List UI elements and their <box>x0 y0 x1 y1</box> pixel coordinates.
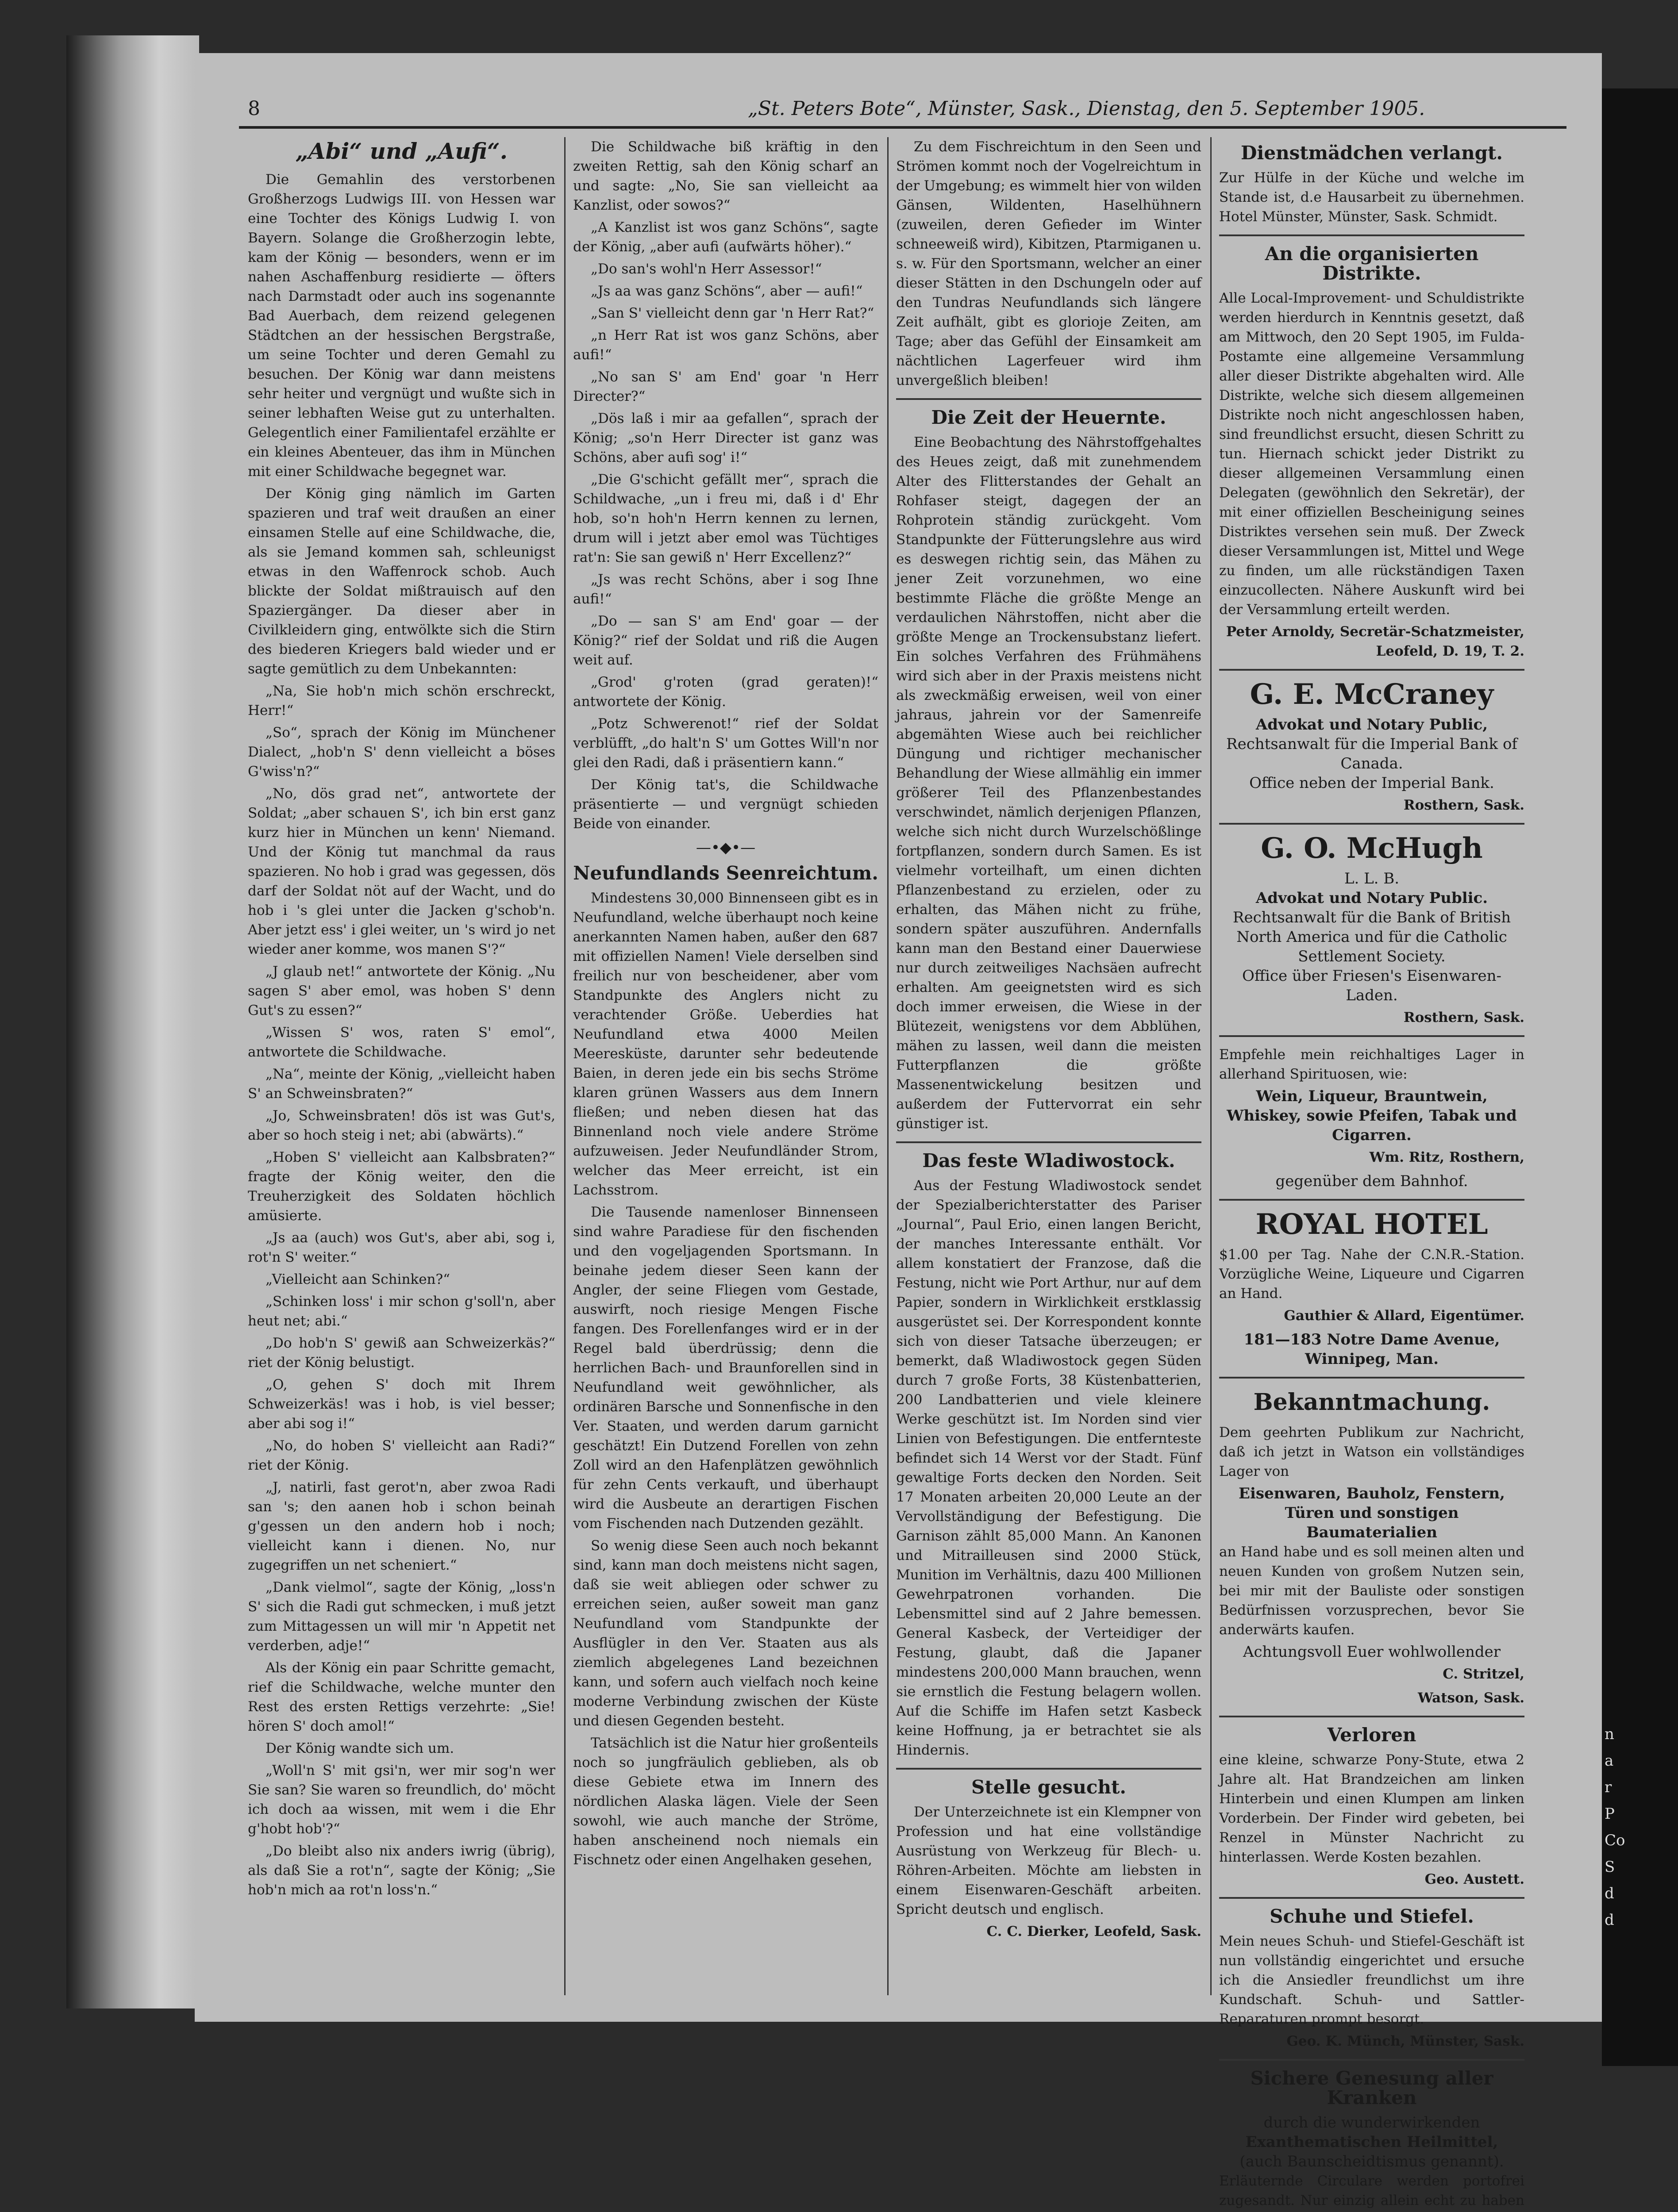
paragraph: „San S' vielleicht denn gar 'n Herr Rat?“ <box>591 305 874 321</box>
article-body <box>573 888 878 1870</box>
column-divider <box>564 137 566 1995</box>
header-rule <box>239 126 1566 129</box>
ad-rule <box>1219 1716 1524 1717</box>
paragraph: „Dös laß i mir aa gefallen“, sprach der König; „so'n Herr Directer ist ganz was Schöns, aber aufi sog' i!“ <box>573 411 878 465</box>
article-body <box>896 1802 1201 1919</box>
article-heading: Stelle gesucht. <box>971 1776 1127 1798</box>
ad-closing: Achtungsvoll Euer wohlwollender <box>1243 1643 1501 1661</box>
ad-text: Empfehle mein reichhaltiges Lager in allerhand Spirituosen, wie: <box>1219 1047 1524 1082</box>
ad-heading: An die organisierten Distrikte. <box>1265 243 1479 284</box>
ad-signature: Geo. Austett. <box>1424 1871 1524 1887</box>
ad-text: Rechtsanwalt für die Imperial Bank of Canada. <box>1226 735 1518 772</box>
ad-name: ROYAL HOTEL <box>1255 1208 1488 1241</box>
paragraph: „Do — san S' am End' goar — der König?“ rief der Soldat und riß die Augen weit auf. <box>573 613 878 668</box>
paragraph: Der König tat's, die Schildwache präsentierte — und vergnügt schieden Beide von einander. <box>573 777 878 832</box>
ad-rule <box>1219 823 1524 825</box>
ad-name: Exanthematischen Heilmittel, <box>1245 2133 1498 2151</box>
paragraph: „Do bleibt also nix anders iwrig (übrig), als daß Sie a rot'n“, sagte der König; „Sie hob'n mich aa rot'n loss'n.“ <box>248 1843 555 1898</box>
paragraph: „Do san's wohl'n Herr Assessor!“ <box>591 261 822 277</box>
ad-text: Rechtsanwalt für die Bank of British North America und für die Catholic Settlement Society. <box>1232 909 1511 965</box>
ad-rule <box>1219 1897 1524 1899</box>
paragraph: Tatsächlich ist die Natur hier großenteils noch so jungfräulich geblieben, als ob diese Gebiete etwa im Innern des nördlichen Alaska lägen. Viele der Seen sowohl, wie auch manche der Ströme, haben anscheinend noch niemals ein Fischnetz oder einen Angelhaken gesehen, <box>573 1735 878 1868</box>
masthead-line: „St. Peters Bote“, Münster, Sask., Dienstag, den 5. September 1905. <box>748 97 1425 120</box>
section-rule <box>896 1141 1201 1143</box>
ad-office: Office über Friesen's Eisenwaren-Laden. <box>1242 967 1501 1004</box>
column-1 <box>248 137 555 2017</box>
column-2 <box>573 137 878 2017</box>
ad-heading: Sichere Genesung aller Kranken <box>1250 2067 1493 2108</box>
paragraph: Die Gemahlin des verstorbenen Großherzogs Ludwigs III. von Hessen war eine Tochter des Königs Ludwig I. von Bayern. Solange die Großherzogin lebte, kam der König — besonders, wenn er im nahen Aschaffenburg residierte — öfters nach Darmstadt oder auch ins sogenannte Bad Auerbach, dem reizend gelegenen Städtchen an der hessischen Bergstraße, um seine Tochter und deren Gemahl zu besuchen. Der König war dann meistens sehr heiter und vergnügt und wußte sich in seiner lebhaften Weise gut zu unterhalten. Gelegentlich einer Familientafel erzählte er ein kleines Abenteuer, das ihm in München mit einer Schildwache begegnet war. <box>248 172 555 480</box>
ad-text: an Hand habe und es soll meinen alten und neuen Kunden von großem Nutzen sein, bei mir mit der Bauliste oder sonstigen Bedürfnissen vorzusprechen, bevor Sie anderwärts kaufen. <box>1219 1544 1524 1638</box>
paragraph: „Hoben S' vielleicht aan Kalbsbraten?“ fragte der König weiter, den die Treuherzigkeit des Soldaten höchlich amüsierte. <box>248 1149 555 1224</box>
article-body <box>896 1176 1201 1760</box>
ad-name: G. E. McCraney <box>1250 678 1494 711</box>
paragraph: „Na, Sie hob'n mich schön erschreckt, Herr!“ <box>248 683 555 718</box>
ad-rule <box>1219 1377 1524 1379</box>
ad-heading: Verloren <box>1327 1724 1416 1746</box>
edge-fragment: P <box>1605 1805 1615 1823</box>
ad-place: Rosthern, Sask. <box>1403 797 1524 813</box>
ad-note: (auch Baunscheidtismus genannt). <box>1239 2153 1504 2170</box>
paragraph: „No, dös grad net“, antwortete der Soldat; „aber schauen S', ich bin erst ganz kurz hier in München un kenn' Niemand. Und der König tut manchmal da raus spazieren. No hob i grad was gegessen, dös darf der Soldat nöt auf der Wacht, und do hob i 's glei unter die Jacken g'schob'n. Aber jetzt ess' i glei weiter, un 's wird jo net wieder aner komme, wos manen S'?“ <box>248 786 555 957</box>
edge-fragment: r <box>1605 1778 1612 1796</box>
ad-rule <box>1219 669 1524 671</box>
ad-text: Alle Local-Improvement- und Schuldistrikte werden hierdurch in Kenntnis gesetzt, daß am Mittwoch, den 20 Sept 1905, im Fulda-Postamte eine allgemeine Versammlung aller dieser Distrikte abgehalten wird. Alle Distrikte, welche sich diesem allgemeinen Distrikte noch nicht angeschlossen haben, sind freundlichst ersucht, diesen Schritt zu tun. Hiernach schickt jeder Distrikt zu dieser allgemeinen Versammlung einen Delegaten (gewöhnlich den Sekretär), der mit einer offiziellen Bescheinigung seines Distriktes versehen sein muß. Der Zweck dieser Versammlungen ist, Mittel und Wege zu finden, um alle rückständigen Taxen einzucollecten. Nähere Auskunft wird bei der Versammlung erteilt werden. <box>1219 290 1524 618</box>
edge-fragment: n <box>1605 1725 1614 1743</box>
article-heading: Das feste Wladiwostock. <box>922 1150 1175 1171</box>
ad-signature: Peter Arnoldy, Secretär-Schatzmeister, Leofeld, D. 19, T. 2. <box>1226 624 1524 659</box>
ad-goods: Wein, Liqueur, Brauntwein, Whiskey, sowie Pfeifen, Tabak und Cigarren. <box>1227 1087 1517 1144</box>
paragraph: „J glaub net!“ antwortete der König. „Nu sagen S' aber emol, was hoben S' denn Gut's zu essen?“ <box>248 964 555 1018</box>
article-body <box>896 433 1201 1133</box>
edge-fragment: Co <box>1605 1832 1625 1849</box>
ad-text: Mein neues Schuh- und Stiefel-Geschäft ist nun vollständig eingerichtet und ersuche ich die Ansiedler freundlichst um ihre Kundschaft. Schuh- und Sattler-Reparaturen prompt besorgt. <box>1219 1933 1524 2027</box>
paragraph: „Wissen S' wos, raten S' emol“, antwortete die Schildwache. <box>248 1025 555 1060</box>
paragraph: „Grod' g'roten (grad geraten)!“ antwortete der König. <box>573 674 878 710</box>
ad-address: 181—183 Notre Dame Avenue, Winnipeg, Man. <box>1243 1331 1500 1368</box>
ad-text: eine kleine, schwarze Pony-Stute, etwa 2 Jahre alt. Hat Brandzeichen am linken Hinterbein und einen Klumpen am linken Vorderbein. Der Finder wird gebeten, bei Renzel in Münster Nachricht zu hinterlassen. Werde Kosten bezahlen. <box>1219 1752 1524 1865</box>
paragraph: Die Tausende namenloser Binnenseen sind wahre Paradiese für den fischenden und den vogeljagenden Sportsmann. In beinahe jedem dieser Seen kann der Angler, der seine Fliegen vom Gestade, auswirft, noch riesige Mengen Fische fangen. Des Forellenfanges wird er in der Regel bald überdrüssig; denn die herrlichen Bach- und Braunforellen sind in Neufundland weit gewöhnlicher, als ordinären Barsche und Sonnenfische in den Ver. Staaten, und werden darum garnicht geschätzt! Ein Dutzend Forellen von zehn Zoll wird an den Hafenplätzen gewöhnlich für zehn Cents verkauft, und überhaupt wird die Ausbeute an derartigen Fischen vom Fischenden nach Dutzenden gezählt. <box>573 1204 878 1532</box>
ad-name: Bekanntmachung. <box>1253 1389 1490 1416</box>
paragraph: „No san S' am End' goar 'n Herr Directer?“ <box>573 369 878 404</box>
paragraph: Der König ging nämlich im Garten spazieren und traf weit draußen an einer einsamen Stelle auf eine Schildwache, die, als sie Jemand kommen sah, schleunigst etwas in den Waffenrock schob. Auch blickte der Soldat mißtrauisch auf den Spaziergänger. Da dieser aber in Civilkleidern ging, entwölkte sich die Stirn des biederen Kriegers bald wieder und er sagte gemütlich zu dem Unbekannten: <box>248 486 555 677</box>
column-4-ads <box>1219 137 1524 2208</box>
column-divider <box>1210 137 1212 1995</box>
ad-rule <box>1219 1199 1524 1201</box>
ad-subtitle: Advokat und Notary Public. <box>1255 889 1488 907</box>
paragraph: „No, do hoben S' vielleicht aan Radi?“ riet der König. <box>248 1438 555 1473</box>
next-page-edge <box>1602 88 1678 2066</box>
paragraph: „n Herr Rat ist wos ganz Schöns, aber aufi!“ <box>573 327 878 363</box>
page-header <box>239 93 1566 128</box>
paragraph: „Vielleicht aan Schinken?“ <box>266 1271 450 1287</box>
ad-rule <box>1219 234 1524 236</box>
article-body <box>248 170 555 1900</box>
section-rule <box>896 1768 1201 1770</box>
column-3 <box>896 137 1201 2017</box>
article-heading: „Abi“ und „Aufi“. <box>295 138 508 164</box>
ad-signature: Wm. Ritz, Rosthern, <box>1369 1149 1524 1165</box>
ad-rule <box>1219 2059 1524 2061</box>
ornament-divider: —•◆•— <box>696 839 756 856</box>
newspaper-page <box>195 53 1602 2208</box>
column-divider <box>887 137 889 1995</box>
paragraph: „Schinken loss' i mir schon g'soll'n, aber heut net; abi.“ <box>248 1294 555 1329</box>
ad-signature: C. Stritzel, <box>1443 1666 1524 1682</box>
ad-text: Dem geehrten Publikum zur Nachricht, daß ich jetzt in Watson ein vollständiges Lager von <box>1219 1425 1524 1479</box>
edge-fragment: S <box>1605 1858 1615 1876</box>
ad-office: Office neben der Imperial Bank. <box>1249 774 1494 792</box>
ad-rule <box>1219 1035 1524 1037</box>
paragraph: „Potz Schwerenot!“ rief der Soldat verblüfft, „do halt'n S' um Gottes Will'n nor glei den Radi, daß i präsentiern kann.“ <box>573 716 878 771</box>
ad-heading: Dienstmädchen verlangt. <box>1240 142 1503 164</box>
paragraph: Als der König ein paar Schritte gemacht, rief die Schildwache, welche munter den Rest des ersten Rettigs verzehrte: „Sie! hören S' doch amol!“ <box>248 1660 555 1734</box>
ad-subtitle: Advokat und Notary Public, <box>1255 716 1488 733</box>
paragraph: „A Kanzlist ist wos ganz Schöns“, sagte der König, „aber aufi (aufwärts höher).“ <box>573 219 878 255</box>
paragraph: „Js aa was ganz Schöns“, aber — aufi!“ <box>591 283 863 299</box>
ad-heading: Schuhe und Stiefel. <box>1270 1905 1474 1927</box>
signature: C. C. Dierker, Leofeld, Sask. <box>986 1924 1201 1939</box>
edge-fragment: a <box>1605 1752 1614 1770</box>
ad-place: Rosthern, Sask. <box>1403 1010 1524 1025</box>
paragraph: „Js aa (auch) wos Gut's, aber abi, sog i, rot'n S' weiter.“ <box>248 1230 555 1265</box>
article-body <box>896 137 1201 390</box>
paragraph: „Js was recht Schöns, aber i sog Ihne aufi!“ <box>573 572 878 607</box>
edge-fragment: d <box>1605 1885 1614 1902</box>
article-heading: Neufundlands Seenreichtum. <box>573 862 878 884</box>
paragraph: „Woll'n S' mit gsi'n, wer mir sog'n wer Sie san? Sie waren so freundlich, do' möcht ich doch aa wissen, mit wem i die Ehr g'hobt hob'?“ <box>248 1763 555 1837</box>
ad-text: Zur Hülfe in der Küche und welche im Stande ist, d.e Hausarbeit zu übernehmen. Hotel Münster, Münster, Sask. Schmidt. <box>1219 170 1524 225</box>
paragraph: Mindestens 30,000 Binnenseen gibt es in Neufundland, welche überhaupt noch keine anerkannten Namen haben, außer den 687 mit offiziellen Namen! Viele derselben sind freilich nur von bescheidener, aber vom Standpunkte des Anglers nicht zu verachtender Größe. Ueberdies hat Neufundland etwa 4000 Meilen Meeresküste, darunter sehr bedeutende Baien, in deren jede ein bis sechs Ströme klaren grünen Wassers aus dem Innern fließen; und neben diesen hat das Binnenland noch viele andere Ströme aufzuweisen. Jeder Neufundländer Strom, welcher das Meer erreicht, ist ein Lachsstrom. <box>573 890 878 1198</box>
ad-signature: Geo. K. Münch, Münster, Sask. <box>1286 2033 1524 2049</box>
ad-text: $1.00 per Tag. Nahe der C.N.R.-Station. Vorzügliche Weine, Liqueure und Cigarren an Hand. <box>1219 1247 1524 1302</box>
paragraph: Der Unterzeichnete ist ein Klempner von Profession und hat eine vollständige Ausrüstung von Werkzeug für Blech- u. Röhren-Arbeiten. Möchte am liebsten in einem Eisenwaren-Geschäft arbeiten. Spricht deutsch und englisch. <box>896 1804 1201 1917</box>
edge-fragment: d <box>1605 1911 1614 1929</box>
paragraph: „Do hob'n S' gewiß aan Schweizerkäs?“ riet der König belustigt. <box>248 1335 555 1371</box>
paragraph: „O, gehen S' doch mit Ihrem Schweizerkäs! was i hob, is viel besser; aber abi sog i!“ <box>248 1377 555 1432</box>
page-number: 8 <box>248 97 260 120</box>
ad-name: G. O. McHugh <box>1261 832 1483 865</box>
paragraph: Der König wandte sich um. <box>266 1740 454 1756</box>
paragraph: „J, natirli, fast gerot'n, aber zwoa Radi san 's; den aanen hob i schon beinah g'gessen un den andern hob i noch; vielleicht kann i dienen. No, nur zugegriffen un net scheniert.“ <box>248 1479 555 1573</box>
paragraph: „Jo, Schweinsbraten! dös ist was Gut's, aber so hoch steig i net; abi (abwärts).“ <box>248 1108 555 1143</box>
ad-place: Watson, Sask. <box>1418 1690 1524 1706</box>
paragraph: „Dank vielmol“, sagte der König, „loss'n S' sich die Radi gut schmecken, i muß jetzt zum Mittagessen un will mir 'n Appetit net verderben, adje!“ <box>248 1579 555 1654</box>
paragraph: „So“, sprach der König im Münchener Dialect, „hob'n S' denn vielleicht a böses G'wiss'n?“ <box>248 725 555 780</box>
article-heading: Die Zeit der Heuernte. <box>931 407 1166 428</box>
paragraph: „Na“, meinte der König, „vielleicht haben S' an Schweinsbraten?“ <box>248 1066 555 1102</box>
paragraph: So wenig diese Seen auch noch bekannt sind, kann man doch meistens nicht sagen, daß sie weit abliegen oder schwer zu erreichen seien, außer soweit man ganz Neufundland vom Standpunkte der Ausflügler in den Ver. Staaten aus als ziemlich abgelegenes Land bezeichnen kann, und sofern auch vielfach noch keine moderne Verbindung zwischen der Küste und diesen Gegenden besteht. <box>573 1538 878 1729</box>
section-rule <box>896 398 1201 400</box>
paragraph: Zu dem Fischreichtum in den Seen und Strömen kommt noch der Vogelreichtum in der Umgebung; es wimmelt hier von wilden Gänsen, Wildenten, Haselhühnern (zuweilen, deren Gefieder im Winter schneeweiß wird), Kibitzen, Ptarmiganen u. s. w. Für den Sportsmann, welcher an einer dieser Stätten in den Dschungeln oder auf den Tundras Neufundlands sich längere Zeit aufhält, gibt es glorioje Zeiten, am Tage; aber das Gefühl der Einsamkeit am nächtlichen Lagerfeuer wird ihm unvergeßlich bleiben! <box>896 139 1202 388</box>
paragraph: Die Schildwache biß kräftig in den zweiten Rettig, sah den König scharf an und sagte: „No, Sie san vielleicht aa Kanzlist, oder sowos?“ <box>573 139 878 213</box>
ad-address: gegenüber dem Bahnhof. <box>1275 1172 1468 1190</box>
ad-subtitle: durch die wunderwirkenden <box>1263 2114 1480 2131</box>
paragraph: Eine Beobachtung des Nährstoffgehaltes des Heues zeigt, daß mit zunehmendem Alter des Flitterstandes der Gehalt an Rohfaser steigt, dagegen der an Rohprotein ständig zurückgeht. Vom Standpunkte der Fütterungslehre aus wird es deswegen richtig sein, das Mähen zu jener Zeit vorzunehmen, wo eine bestimmte Fläche die größte Menge an verdaulichen Nährstoffen, nicht aber die größte Menge an Trockensubstanz liefert. Ein solches Verfahren des Frühmähens wird sich aber in der Praxis meistens nicht als zweckmäßig erweisen, weil von einer jahraus, jahrein vor der Samenreife abgemähten Wiese auch bei reichlicher Düngung und richtiger mechanischer Behandlung der Wiese allmählig ein immer größerer Teil des Pflanzenbestandes verschwindet, nämlich derjenigen Pflanzen, welche sich nicht durch Wurzelschößlinge fortpflanzen, sondern durch Samen. Es ist vielmehr vorteilhaft, um einen dichten Pflanzenbestand zu erzielen, oder zu erhalten, das Mähen nicht zu frühe, sondern später auszuführen. Andernfalls kann man den Bestand einer Dauerwiese nur durch zeitweiliges Nachsäen aufrecht erhalten. Am geeignetsten wird es sich doch immer erweisen, die Wiese in der Blütezeit, wenigstens vor dem Abblühen, mähen zu lassen, weil dann die meisten Futterpflanzen die größte Massenentwickelung besitzen und außerdem der Futtervorrat ein sehr günstiger ist. <box>896 434 1201 1132</box>
ad-goods: Eisenwaren, Bauholz, Fenstern, Türen und sonstigen Baumaterialien <box>1239 1485 1505 1541</box>
ad-text: Erläuternde Circulare werden portofrei zugesandt. Nur einzig allein echt zu haben <box>1219 2173 1524 2208</box>
book-spine <box>66 35 199 2008</box>
ad-degree: L. L. B. <box>1344 870 1400 887</box>
paragraph: „Die G'schicht gefällt mer“, sprach die Schildwache, „un i freu mi, daß i d' Ehr hob, so'n hoh'n Herrn kennen zu lernen, drum will i jetzt aber emol was Tüchtiges rat'n: Sie san gewiß n' Herr Excellenz?“ <box>573 472 878 565</box>
article-body <box>573 137 878 833</box>
ad-signature: Gauthier & Allard, Eigentümer. <box>1284 1308 1524 1324</box>
paragraph: Aus der Festung Wladiwostock sendet der Spezialberichterstatter des Pariser „Journal“, Paul Erio, einen langen Bericht, der manches Interessante enthält. Vor allem konstatiert der Franzose, daß die Festung, nicht wie Port Arthur, nur auf dem Papier, sondern in Wirklichkeit erstklassig ausgerüstet sei. Der Korrespondent konnte sich von dieser Tatsache überzeugen; er bemerkt, daß Wladiwostock gegen Süden durch 7 große Forts, 38 Küstenbatterien, 200 Landbatterien und viele kleinere Werke geschützt ist. Im Norden sind vier Linien von Befestigungen. Die entfernteste befindet sich 14 Werst vor der Stadt. Fünf gewaltige Forts decken den Norden. Seit 17 Monaten arbeiten 20,000 Leute an der Vervollständigung der Befestigung. Die Garnison zählt 85,000 Mann. An Kanonen und Mitrailleusen sind 2000 Stück, Munition im Verhältnis, dazu 400 Millionen Gewehrpatronen vorhanden. Die Lebensmittel sind auf 2 Jahre bemessen. General Kasbeck, der Verteidiger der Festung, glaubt, daß die Japaner mindestens 200,000 Mann brauchen, wenn sie ernstlich die Festung belagern wollen. Auf die Schiffe im Hafen setzt Kasbeck keine Hoffnung, ja er betrachtet sie als Hindernis. <box>896 1178 1201 1758</box>
